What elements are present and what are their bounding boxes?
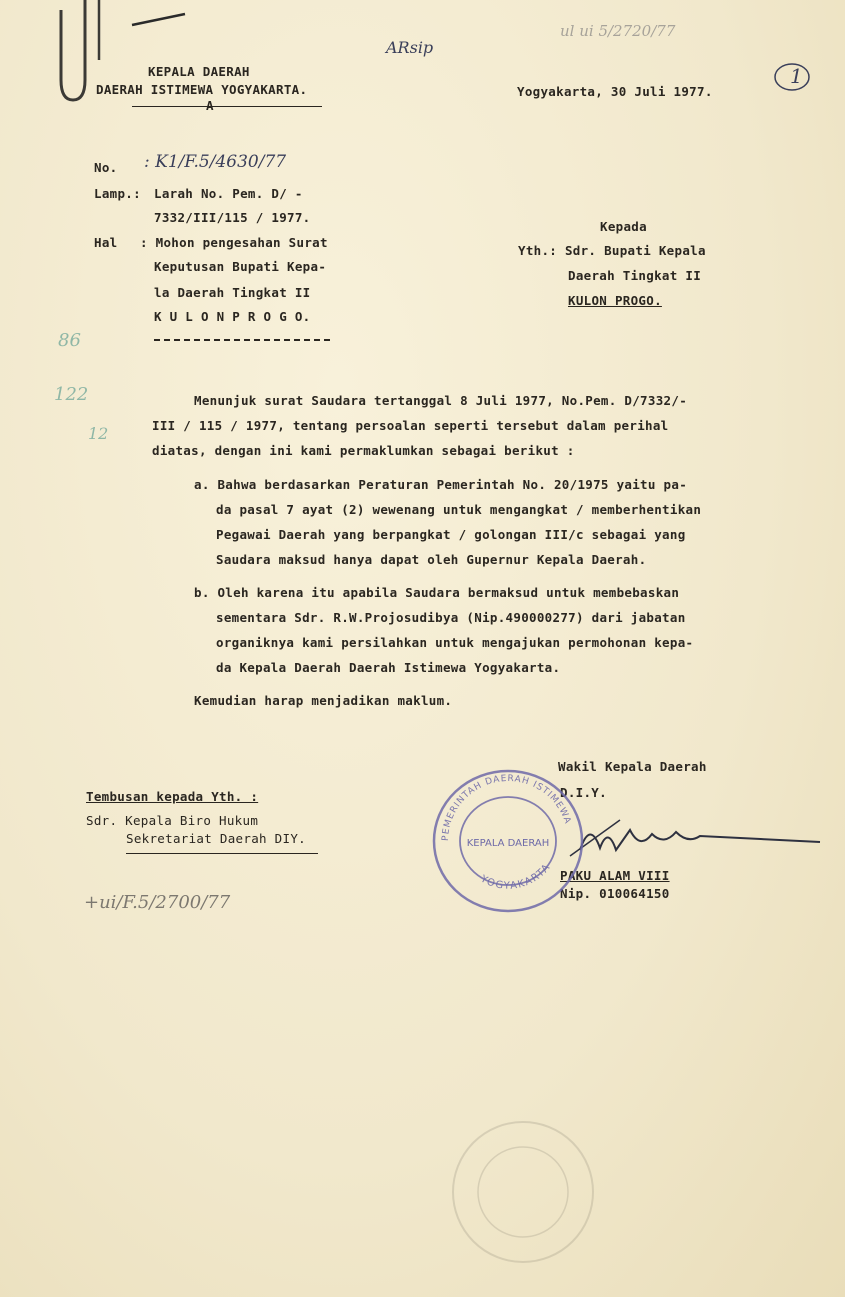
ghost-stamp-icon	[448, 1112, 598, 1272]
no-value: : K1/F.5/4630/77	[144, 152, 287, 172]
body-a-line2: da pasal 7 ayat (2) wewenang untuk mengangkat / memberhentikan	[216, 502, 702, 517]
letterhead-line2: DAERAH ISTIMEWA YOGYAKARTA.	[96, 82, 308, 97]
body-p1-line3: diatas, dengan ini kami permaklumkan sebagai berikut :	[152, 443, 575, 458]
body-b-line2: sementara Sdr. R.W.Projosudibya (Nip.490000277) dari jabatan	[216, 610, 686, 625]
signature-title1: Wakil Kepala Daerah	[558, 759, 707, 774]
margin-note-2: 122	[54, 384, 89, 405]
body-a-line1: a. Bahwa berdasarkan Peraturan Pemerintah No. 20/1975 yaitu pa-	[194, 477, 688, 492]
signature-name: PAKU ALAM VIII	[560, 868, 670, 883]
cc-heading: Tembusan kepada Yth. :	[86, 789, 259, 804]
hal-label: Hal	[94, 235, 118, 250]
signature-nip: Nip. 010064150	[560, 886, 670, 901]
body-p1-line1: Menunjuk surat Saudara tertanggal 8 Juli 1977, No.Pem. D/7332/-	[194, 393, 688, 408]
recipient-line1: Yth.: Sdr. Bupati Kepala	[518, 243, 706, 258]
lamp-line2: 7332/III/115 / 1977.	[154, 210, 311, 225]
cc-line1: Sdr. Kepala Biro Hukum	[86, 813, 259, 828]
hal-line4: K U L O N P R O G O.	[154, 309, 311, 324]
body-b-line1: b. Oleh karena itu apabila Saudara bermaksud untuk membebaskan	[194, 585, 680, 600]
hal-line3: la Daerah Tingkat II	[154, 285, 311, 300]
recipient-line3: KULON PROGO.	[568, 293, 662, 308]
signature-title2: D.I.Y.	[560, 785, 607, 800]
body-p1-line2: III / 115 / 1977, tentang persoalan seperti tersebut dalam perihal	[152, 418, 669, 433]
signature-scribble-icon	[560, 810, 830, 870]
pencil-top-right-note: ul ui 5/2720/77	[560, 22, 676, 40]
meta-divider	[154, 339, 330, 341]
hal-line1: : Mohon pengesahan Surat	[140, 235, 328, 250]
margin-note-1: 86	[58, 330, 81, 351]
recipient-kepada: Kepada	[600, 219, 647, 234]
letterhead-line1: KEPALA DAERAH	[148, 64, 250, 79]
letterhead-line3: A	[206, 98, 214, 113]
margin-note-3: 12	[88, 424, 109, 443]
place-date: Yogyakarta, 30 Juli 1977.	[517, 84, 713, 99]
official-stamp-seal	[428, 766, 588, 916]
body-a-line4: Saudara maksud hanya dapat oleh Gupernur Kepala Daerah.	[216, 552, 647, 567]
recipient-line2: Daerah Tingkat II	[568, 268, 702, 283]
svg-text:PEMERINTAH DAERAH ISTIMEWA: PEMERINTAH DAERAH ISTIMEWA	[440, 773, 573, 842]
lamp-line1: Larah No. Pem. D/ -	[154, 186, 303, 201]
bottom-handwritten-ref: +ui/F.5/2700/77	[84, 892, 231, 913]
body-b-line3: organiknya kami persilahkan untuk mengajukan permohonan kepa-	[216, 635, 694, 650]
svg-text:YOGYAKARTA: YOGYAKARTA	[478, 861, 554, 892]
cc-divider	[126, 853, 318, 854]
letterhead-divider	[132, 106, 322, 107]
body-closing: Kemudian harap menjadikan maklum.	[194, 693, 453, 708]
body-b-line4: da Kepala Daerah Daerah Istimewa Yogyakarta.	[216, 660, 561, 675]
cc-line2: Sekretariat Daerah DIY.	[126, 831, 306, 846]
handwritten-page-number: 1	[790, 64, 803, 88]
hal-line2: Keputusan Bupati Kepa-	[154, 259, 327, 274]
svg-text:KEPALA DAERAH: KEPALA DAERAH	[466, 838, 550, 849]
handwritten-initials: ARsip	[386, 38, 434, 57]
page-number-circle-icon	[772, 60, 812, 94]
lamp-label: Lamp.:	[94, 186, 141, 201]
no-label: No.	[94, 160, 118, 175]
pen-stroke-icon	[130, 10, 190, 30]
body-a-line3: Pegawai Daerah yang berpangkat / golongan III/c sebagai yang	[216, 527, 686, 542]
